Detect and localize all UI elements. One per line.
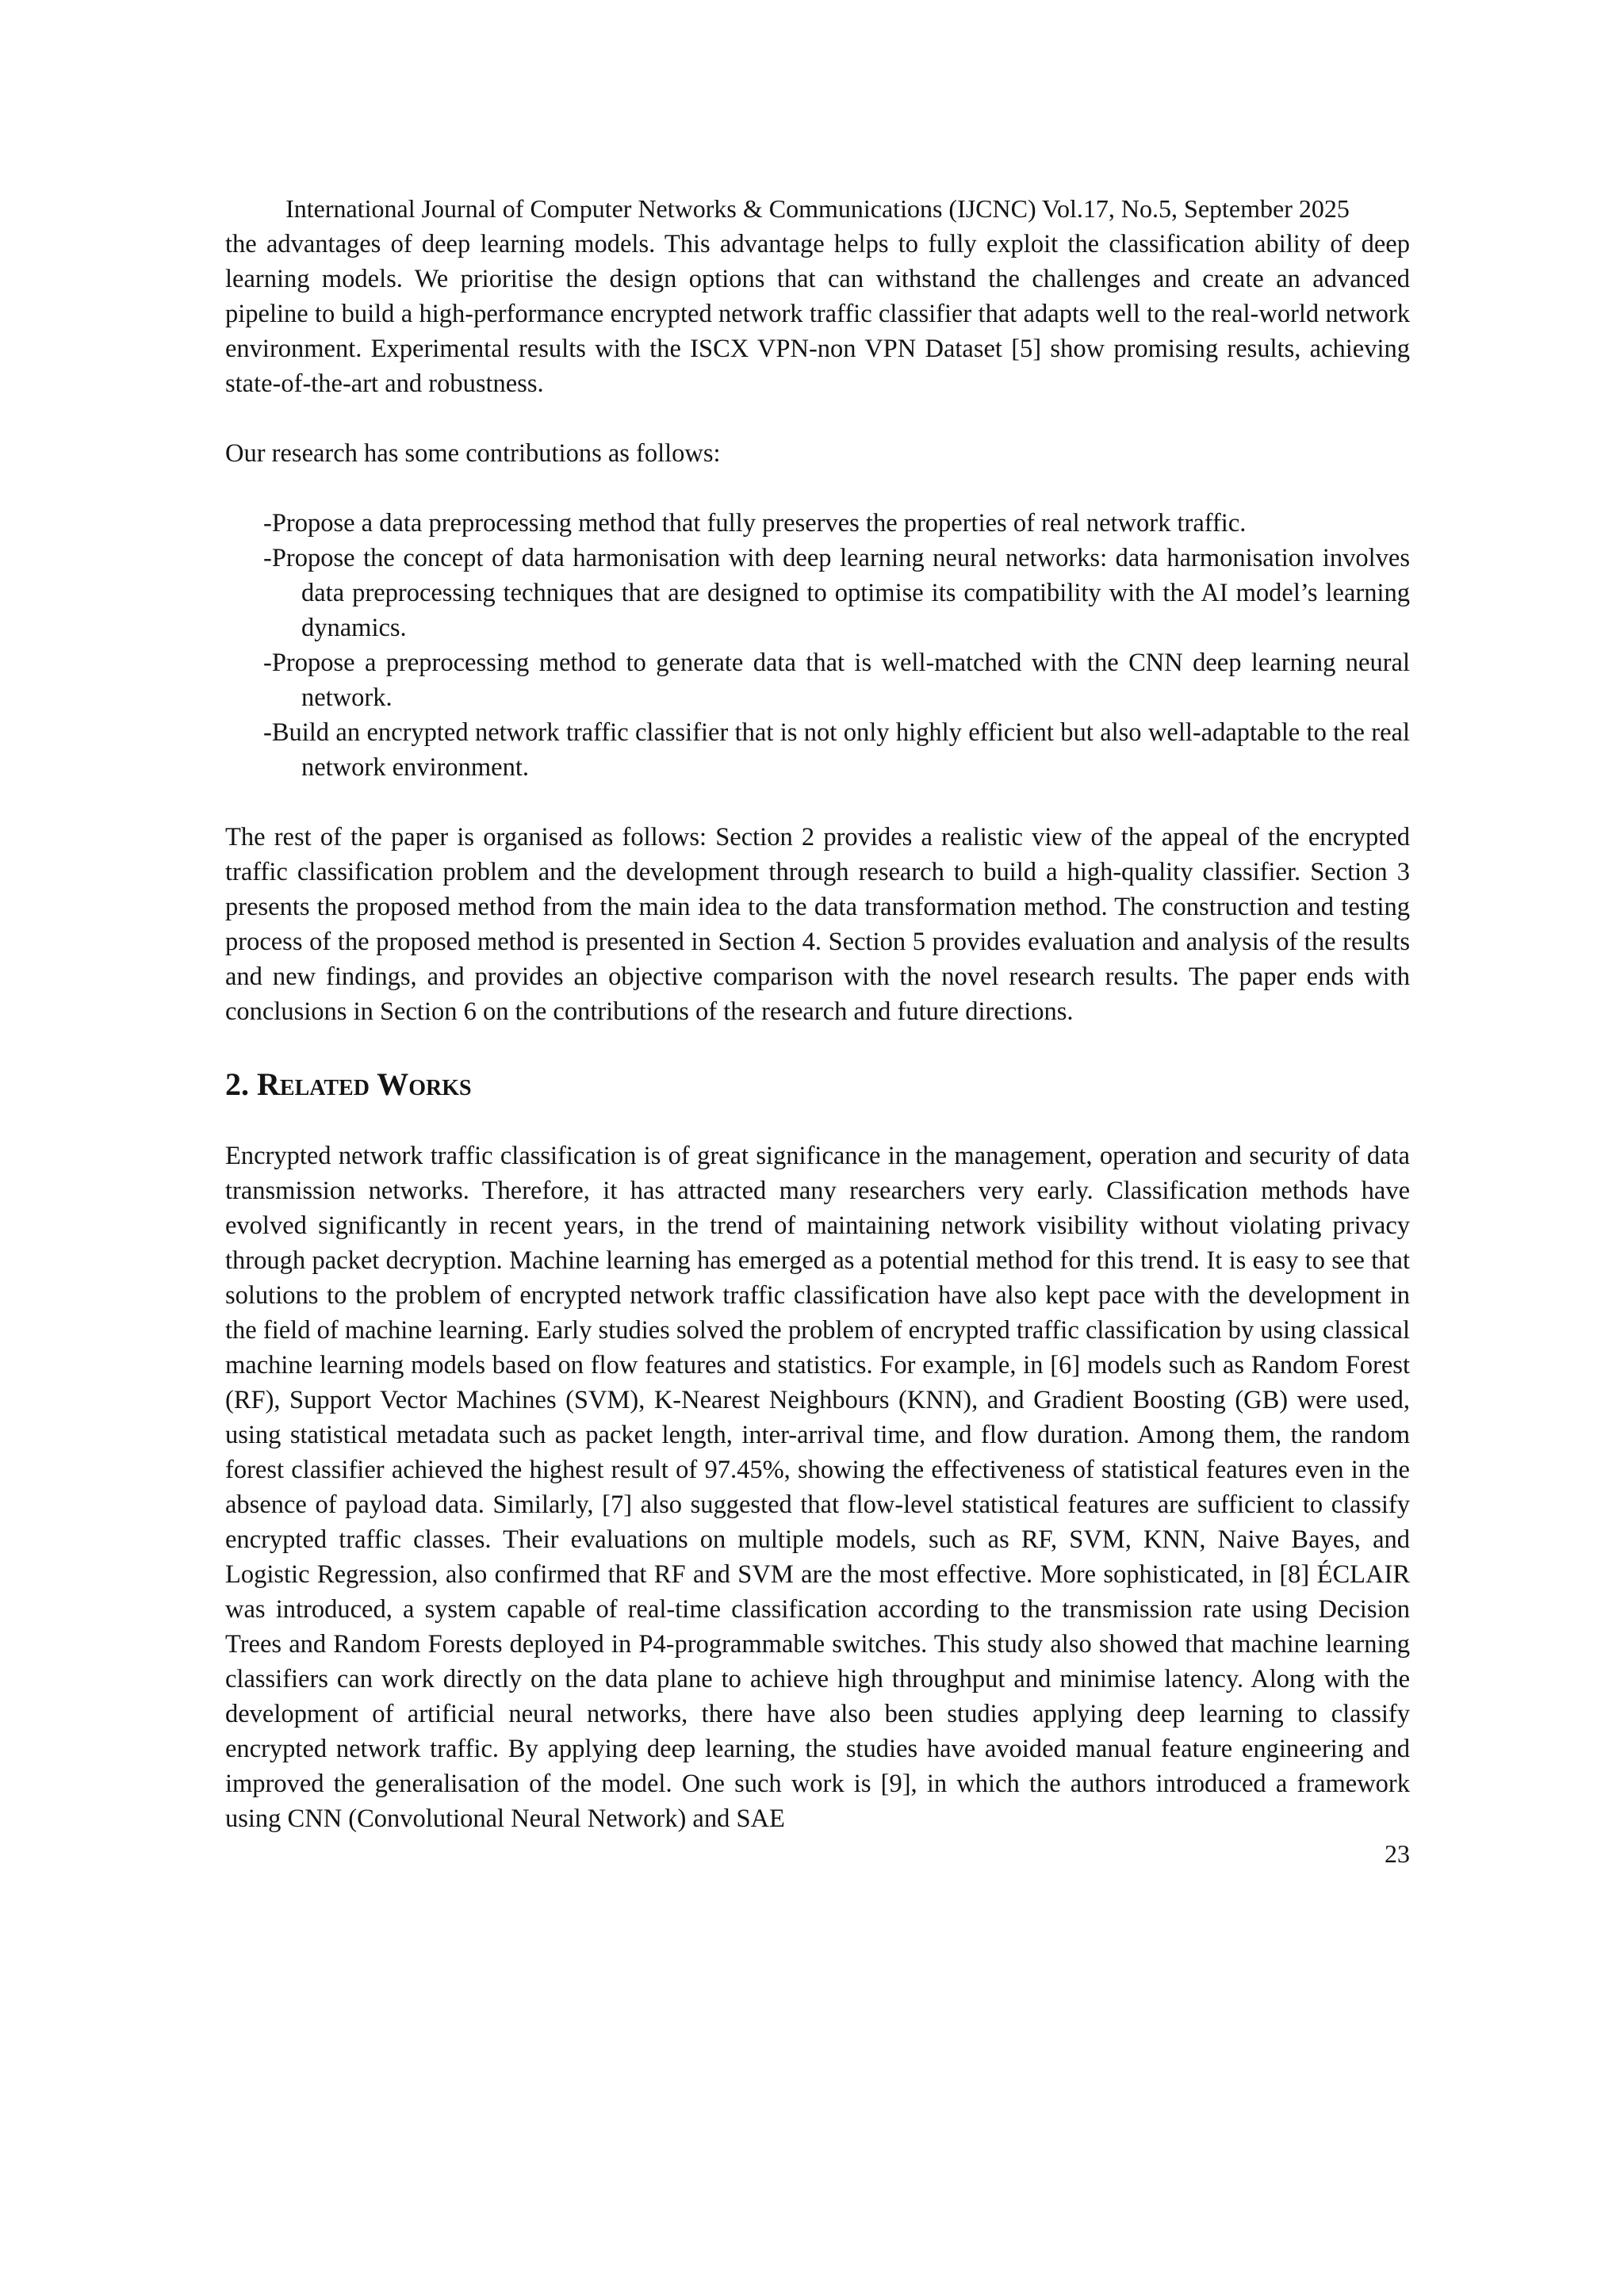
contributions-lead: Our research has some contributions as follows: [225, 439, 721, 468]
contribution-item: -Build an encrypted network traffic classifier that is not only highly efficient but also well-adaptable to the real network environment. [263, 718, 1410, 782]
running-header: International Journal of Computer Networks & Communications (IJCNC) Vol.17, No.5, September 2025 [285, 194, 1350, 223]
related-works-paragraph: Encrypted network traffic classification is of great significance in the management, operation and security of data transmission networks. Therefore, it has attracted many researchers very early. Classification methods have evolved significantly in recent years, in the trend of maintaining network visibility without violating privacy through packet decryption. Machine learning has emerged as a potential method for this trend. It is easy to see that solutions to the problem of encrypted network traffic classification have also kept pace with the development in the field of machine learning. Early studies solved the problem of encrypted traffic classification by using classical machine learning models based on flow features and statistics. For example, in [6] models such as Random Forest (RF), Support Vector Machines (SVM), K-Nearest Neighbours (KNN), and Gradient Boosting (GB) were used, using statistical metadata such as packet length, inter-arrival time, and flow duration. Among them, the random forest classifier achieved the highest result of 97.45%, showing the effectiveness of statistical features even in the absence of payload data. Similarly, [7] also suggested that flow-level statistical features are sufficient to classify encrypted traffic classes. Their evaluations on multiple models, such as RF, SVM, KNN, Naive Bayes, and Logistic Regression, also confirmed that RF and SVM are the most effective. More sophisticated, in [8] ÉCLAIR was introduced, a system capable of real-time classification according to the transmission rate using Decision Trees and Random Forests deployed in P4-programmable switches. This study also showed that machine learning classifiers can work directly on the data plane to achieve high throughput and minimise latency. Along with the development of artificial neural networks, there have also been studies applying deep learning to classify encrypted network traffic. By applying deep learning, the studies have avoided manual feature engineering and improved the generalisation of the model. One such work is [9], in which the authors introduced a framework using CNN (Convolutional Neural Network) and SAE [225, 1142, 1410, 1833]
intro-continuation-paragraph: the advantages of deep learning models. This advantage helps to fully exploit the classification ability of deep learning models. We prioritise the design options that can withstand the challenges and create an advanced pipeline to build a high-performance encrypted network traffic classifier that adapts well to the real-world network environment. Experimental results with the ISCX VPN-non VPN Dataset [5] show promising results, achieving state-of-the-art and robustness. [225, 230, 1410, 398]
section-heading-related-works: 2. Related Works [225, 1066, 472, 1102]
paragraph-gap [225, 471, 1410, 506]
page-number: 23 [1385, 1839, 1410, 1868]
paragraph-gap [225, 401, 1410, 436]
paper-page [225, 190, 1410, 1868]
contribution-item: -Propose a preprocessing method to generate data that is well-matched with the CNN deep learning neural network. [263, 649, 1410, 712]
contribution-item: -Propose the concept of data harmonisation with deep learning neural networks: data harmonisation involves data preprocessing techniques that are designed to optimise its compatibility with the AI model’s learning dynamics. [263, 544, 1410, 642]
organisation-paragraph: The rest of the paper is organised as follows: Section 2 provides a realistic view of the appeal of the encrypted traffic classification problem and the development through research to build a high-quality classifier. Section 3 presents the proposed method from the main idea to the data transformation method. The construction and testing process of the proposed method is presented in Section 4. Section 5 provides evaluation and analysis of the results and new findings, and provides an objective comparison with the novel research results. The paper ends with conclusions in Section 6 on the contributions of the research and future directions. [225, 823, 1410, 1026]
contribution-item: -Propose a data preprocessing method that fully preserves the properties of real network traffic. [263, 509, 1247, 538]
paragraph-gap [225, 785, 1410, 820]
contributions-list [225, 506, 1410, 785]
